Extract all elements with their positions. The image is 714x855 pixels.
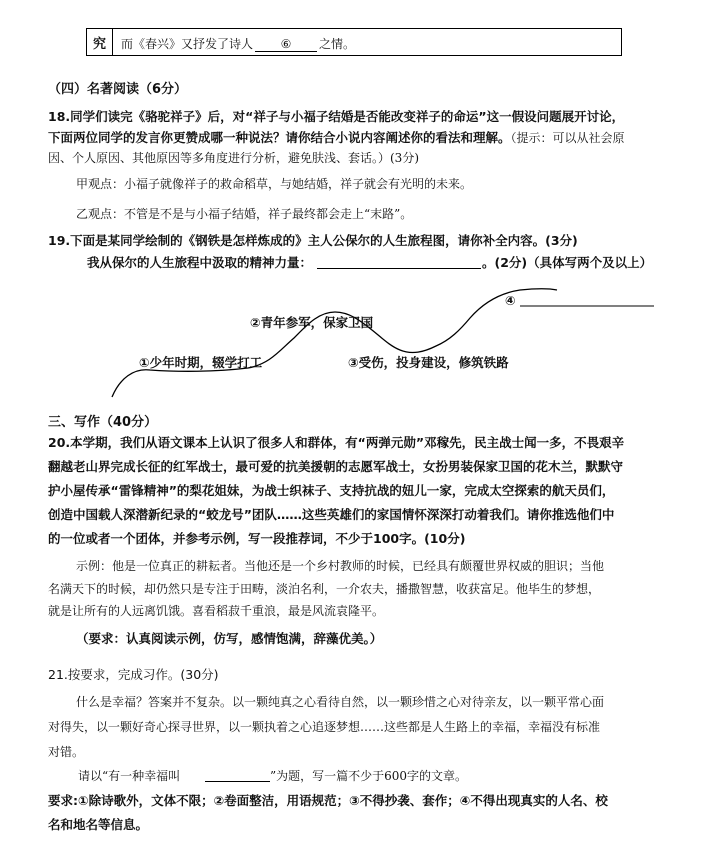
- q21-requirement-line1: 要求:①除诗歌外，文体不限；②卷面整洁，用语规范；③不得抄袭、套作；④不得出现真实的人名、校: [48, 793, 608, 808]
- section-3-title: 三、写作（40分）: [48, 415, 158, 430]
- row-text-before: 而《春兴》又抒发了诗人: [121, 37, 254, 51]
- stage-2-label: ②青年参军，保家卫国: [250, 315, 374, 330]
- q21-title: 21.按要求，完成习作。(30分): [48, 667, 219, 682]
- q18-line3: 因、个人原因、其他原因等多角度进行分析，避免肤浅、套话。）(3分): [48, 151, 420, 165]
- q19-line2-before: 我从保尔的人生旅程中汲取的精神力量：: [87, 255, 313, 270]
- q20-line5: 的一位或者一个团体，并参考示例，写一段推荐词，不少于100字。(10分): [48, 531, 466, 546]
- stage-1-label: ①少年时期，辍学打工: [139, 355, 263, 370]
- q19-line2-after: 。(2分)（具体写两个及以上）: [482, 255, 653, 270]
- journey-curve: [112, 289, 557, 397]
- row-text-after: 之情。: [319, 37, 356, 51]
- stage-4-label: ④: [505, 293, 516, 308]
- q18-view-jia: 甲观点：小福子就像祥子的救命稻草，与她结婚，祥子就会有光明的未来。: [76, 177, 473, 191]
- q19-line1: 19.下面是某同学绘制的《钢铁是怎样炼成的》主人公保尔的人生旅程图，请你补全内容。(3分): [48, 233, 578, 248]
- q18-line2-bold: 下面两位同学的发言你更赞成哪一种说法？请你结合小说内容阐述你的看法和理解。: [48, 130, 511, 145]
- stage-3-label: ③受伤，投身建设，修筑铁路: [348, 355, 509, 370]
- q20-example-line1: 示例：他是一位真正的耕耘者。当他还是一个乡村教师的时候，已经具有颇覆世界权威的胆识；当他: [76, 559, 605, 573]
- q20-line4: 创造中国载人深潜新纪录的“蛟龙号”团队……这些英雄们的家国情怀深深打动着我们。请你推选他们中: [48, 507, 615, 522]
- q18-line1: 18.同学们读完《骆驼祥子》后，对“祥子与小福子结婚是否能改变祥子的命运”这一假设问题展开讨论，: [48, 109, 625, 124]
- q20-line3: 护小屋传承“雷锋精神”的梨花姐妹，为战士织袜子、支持抗战的妞儿一家，完成太空探索的航天员们，: [48, 483, 615, 498]
- section-4-title: （四）名著阅读（6分）: [48, 82, 188, 97]
- q20-line2: 翻越老山界完成长征的红军战士，最可爱的抗美援朝的志愿军战士，女扮男装保家卫国的花木兰，默默守: [48, 459, 624, 474]
- q18-view-yi: 乙观点：不管是不是与小福子结婚，祥子最终都会走上“末路”。: [76, 207, 413, 221]
- row-label: 究: [87, 29, 113, 55]
- answer-blank-6[interactable]: ⑥: [255, 37, 317, 52]
- q20-example-line2: 名满天下的时候，却仍然只是专注于田畴，淡泊名利，一介农夫，播撒智慧，收获富足。他毕生的梦想，: [48, 582, 601, 596]
- q21-prompt-after: ”为题，写一篇不少于600字的文章。: [270, 769, 468, 783]
- q18-line2-hint: （提示：可以从社会原: [510, 131, 625, 145]
- q21-para-line3: 对错。: [48, 745, 85, 759]
- q21-prompt-before: 请以“有一种幸福叫: [78, 769, 181, 783]
- q20-line1: 20.本学期，我们从语文课本上认识了很多人和群体，有“两弹元勋”邓稼先，民主战士闻一多，不畏艰辛: [48, 435, 625, 450]
- q20-example-line3: 就是让所有的人远离饥饿。喜看稻菽千重浪，最是风流袁隆平。: [48, 604, 385, 618]
- q21-para-line1: 什么是幸福？答案并不复杂。以一颗纯真之心看待自然，以一颗珍惜之心对待亲友，以一颗平常心面: [76, 695, 605, 709]
- q21-requirement-line2: 名和地名等信息。: [48, 817, 149, 832]
- q21-title-blank[interactable]: [205, 781, 270, 782]
- q21-para-line2: 对得失，以一颗好奇心探寻世界，以一颗执着之心追逐梦想……这些都是人生路上的幸福，幸福没有标准: [48, 720, 601, 734]
- q20-requirement: （要求：认真阅读示例，仿写，感情饱满，辞藻优美。）: [76, 631, 383, 646]
